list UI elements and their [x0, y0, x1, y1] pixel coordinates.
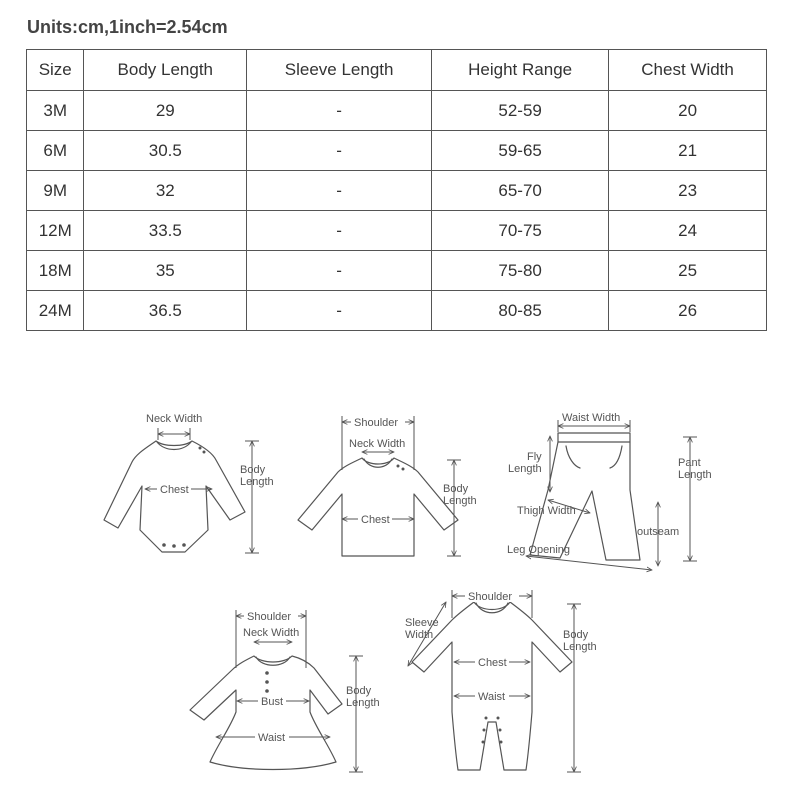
table-row — [27, 91, 767, 131]
cell-chest-width: 20 — [609, 91, 767, 131]
label-chest: Chest — [361, 514, 390, 526]
romper-diagram — [405, 588, 597, 772]
label-outseam: outseam — [637, 526, 680, 538]
cell-height-range: 70-75 — [432, 211, 609, 251]
dress-diagram — [190, 608, 380, 772]
cell-size: 12M — [27, 211, 84, 251]
table-header-row — [27, 50, 767, 91]
label-chest: Chest — [160, 484, 189, 496]
label-sleeve: Sleeve — [405, 617, 439, 629]
label-sleeve-width: Width — [405, 629, 434, 641]
label-neck-width: Neck Width — [349, 438, 406, 450]
label-neck-width: Neck Width — [243, 627, 300, 639]
cell-height-range: 52-59 — [432, 91, 609, 131]
cell-size: 9M — [27, 171, 84, 211]
label-chest: Chest — [478, 657, 507, 669]
header-height-range: Height Range — [432, 50, 609, 91]
label-thigh-width: Thigh Width — [517, 505, 576, 517]
cell-size: 24M — [27, 291, 84, 331]
label-pant: Pant — [678, 457, 701, 469]
bodysuit-diagram — [104, 413, 274, 553]
top-diagram — [298, 414, 477, 556]
table-row — [27, 131, 767, 171]
table-row — [27, 251, 767, 291]
cell-chest-width: 23 — [609, 171, 767, 211]
table-row — [27, 211, 767, 251]
cell-body-length: 35 — [84, 251, 247, 291]
cell-height-range: 65-70 — [432, 171, 609, 211]
cell-sleeve-length: - — [247, 171, 432, 211]
cell-body-length: 33.5 — [84, 211, 247, 251]
header-chest-width: Chest Width — [609, 50, 767, 91]
cell-sleeve-length: - — [247, 211, 432, 251]
cell-height-range: 59-65 — [432, 131, 609, 171]
label-length: Length — [563, 641, 597, 653]
units-note: Units:cm,1inch=2.54cm — [27, 17, 228, 37]
pants-diagram — [507, 412, 712, 570]
table-row — [27, 291, 767, 331]
cell-height-range: 80-85 — [432, 291, 609, 331]
label-waist: Waist — [258, 732, 286, 744]
label-body: Body — [346, 685, 372, 697]
label-shoulder: Shoulder — [468, 591, 513, 603]
label-length: Length — [240, 476, 274, 488]
table-row — [27, 171, 767, 211]
cell-body-length: 36.5 — [84, 291, 247, 331]
header-body-length: Body Length — [84, 50, 247, 91]
label-fly-length: Length — [508, 463, 542, 475]
cell-size: 6M — [27, 131, 84, 171]
label-leg-opening: Leg Opening — [507, 544, 570, 556]
label-body: Body — [563, 629, 589, 641]
label-neck-width: Neck Width — [146, 413, 203, 425]
cell-chest-width: 21 — [609, 131, 767, 171]
cell-chest-width: 24 — [609, 211, 767, 251]
cell-size: 18M — [27, 251, 84, 291]
label-shoulder: Shoulder — [247, 611, 292, 623]
cell-sleeve-length: - — [247, 291, 432, 331]
label-body: Body — [240, 464, 266, 476]
label-length: Length — [346, 697, 380, 709]
cell-size: 3M — [27, 91, 84, 131]
label-length: Length — [443, 495, 477, 507]
label-waist-width: Waist Width — [562, 412, 621, 424]
label-waist: Waist — [478, 691, 506, 703]
header-sleeve-length: Sleeve Length — [247, 50, 432, 91]
cell-body-length: 29 — [84, 91, 247, 131]
header-size: Size — [27, 50, 84, 91]
label-bust: Bust — [261, 696, 284, 708]
cell-body-length: 30.5 — [84, 131, 247, 171]
label-body: Body — [443, 483, 469, 495]
cell-sleeve-length: - — [247, 131, 432, 171]
garment-measurement-diagrams — [0, 390, 800, 800]
cell-chest-width: 26 — [609, 291, 767, 331]
label-fly: Fly — [527, 451, 542, 463]
size-chart-table — [26, 49, 767, 331]
label-pant-length: Length — [678, 469, 712, 481]
cell-sleeve-length: - — [247, 91, 432, 131]
cell-body-length: 32 — [84, 171, 247, 211]
cell-height-range: 75-80 — [432, 251, 609, 291]
label-shoulder: Shoulder — [354, 417, 399, 429]
cell-sleeve-length: - — [247, 251, 432, 291]
cell-chest-width: 25 — [609, 251, 767, 291]
